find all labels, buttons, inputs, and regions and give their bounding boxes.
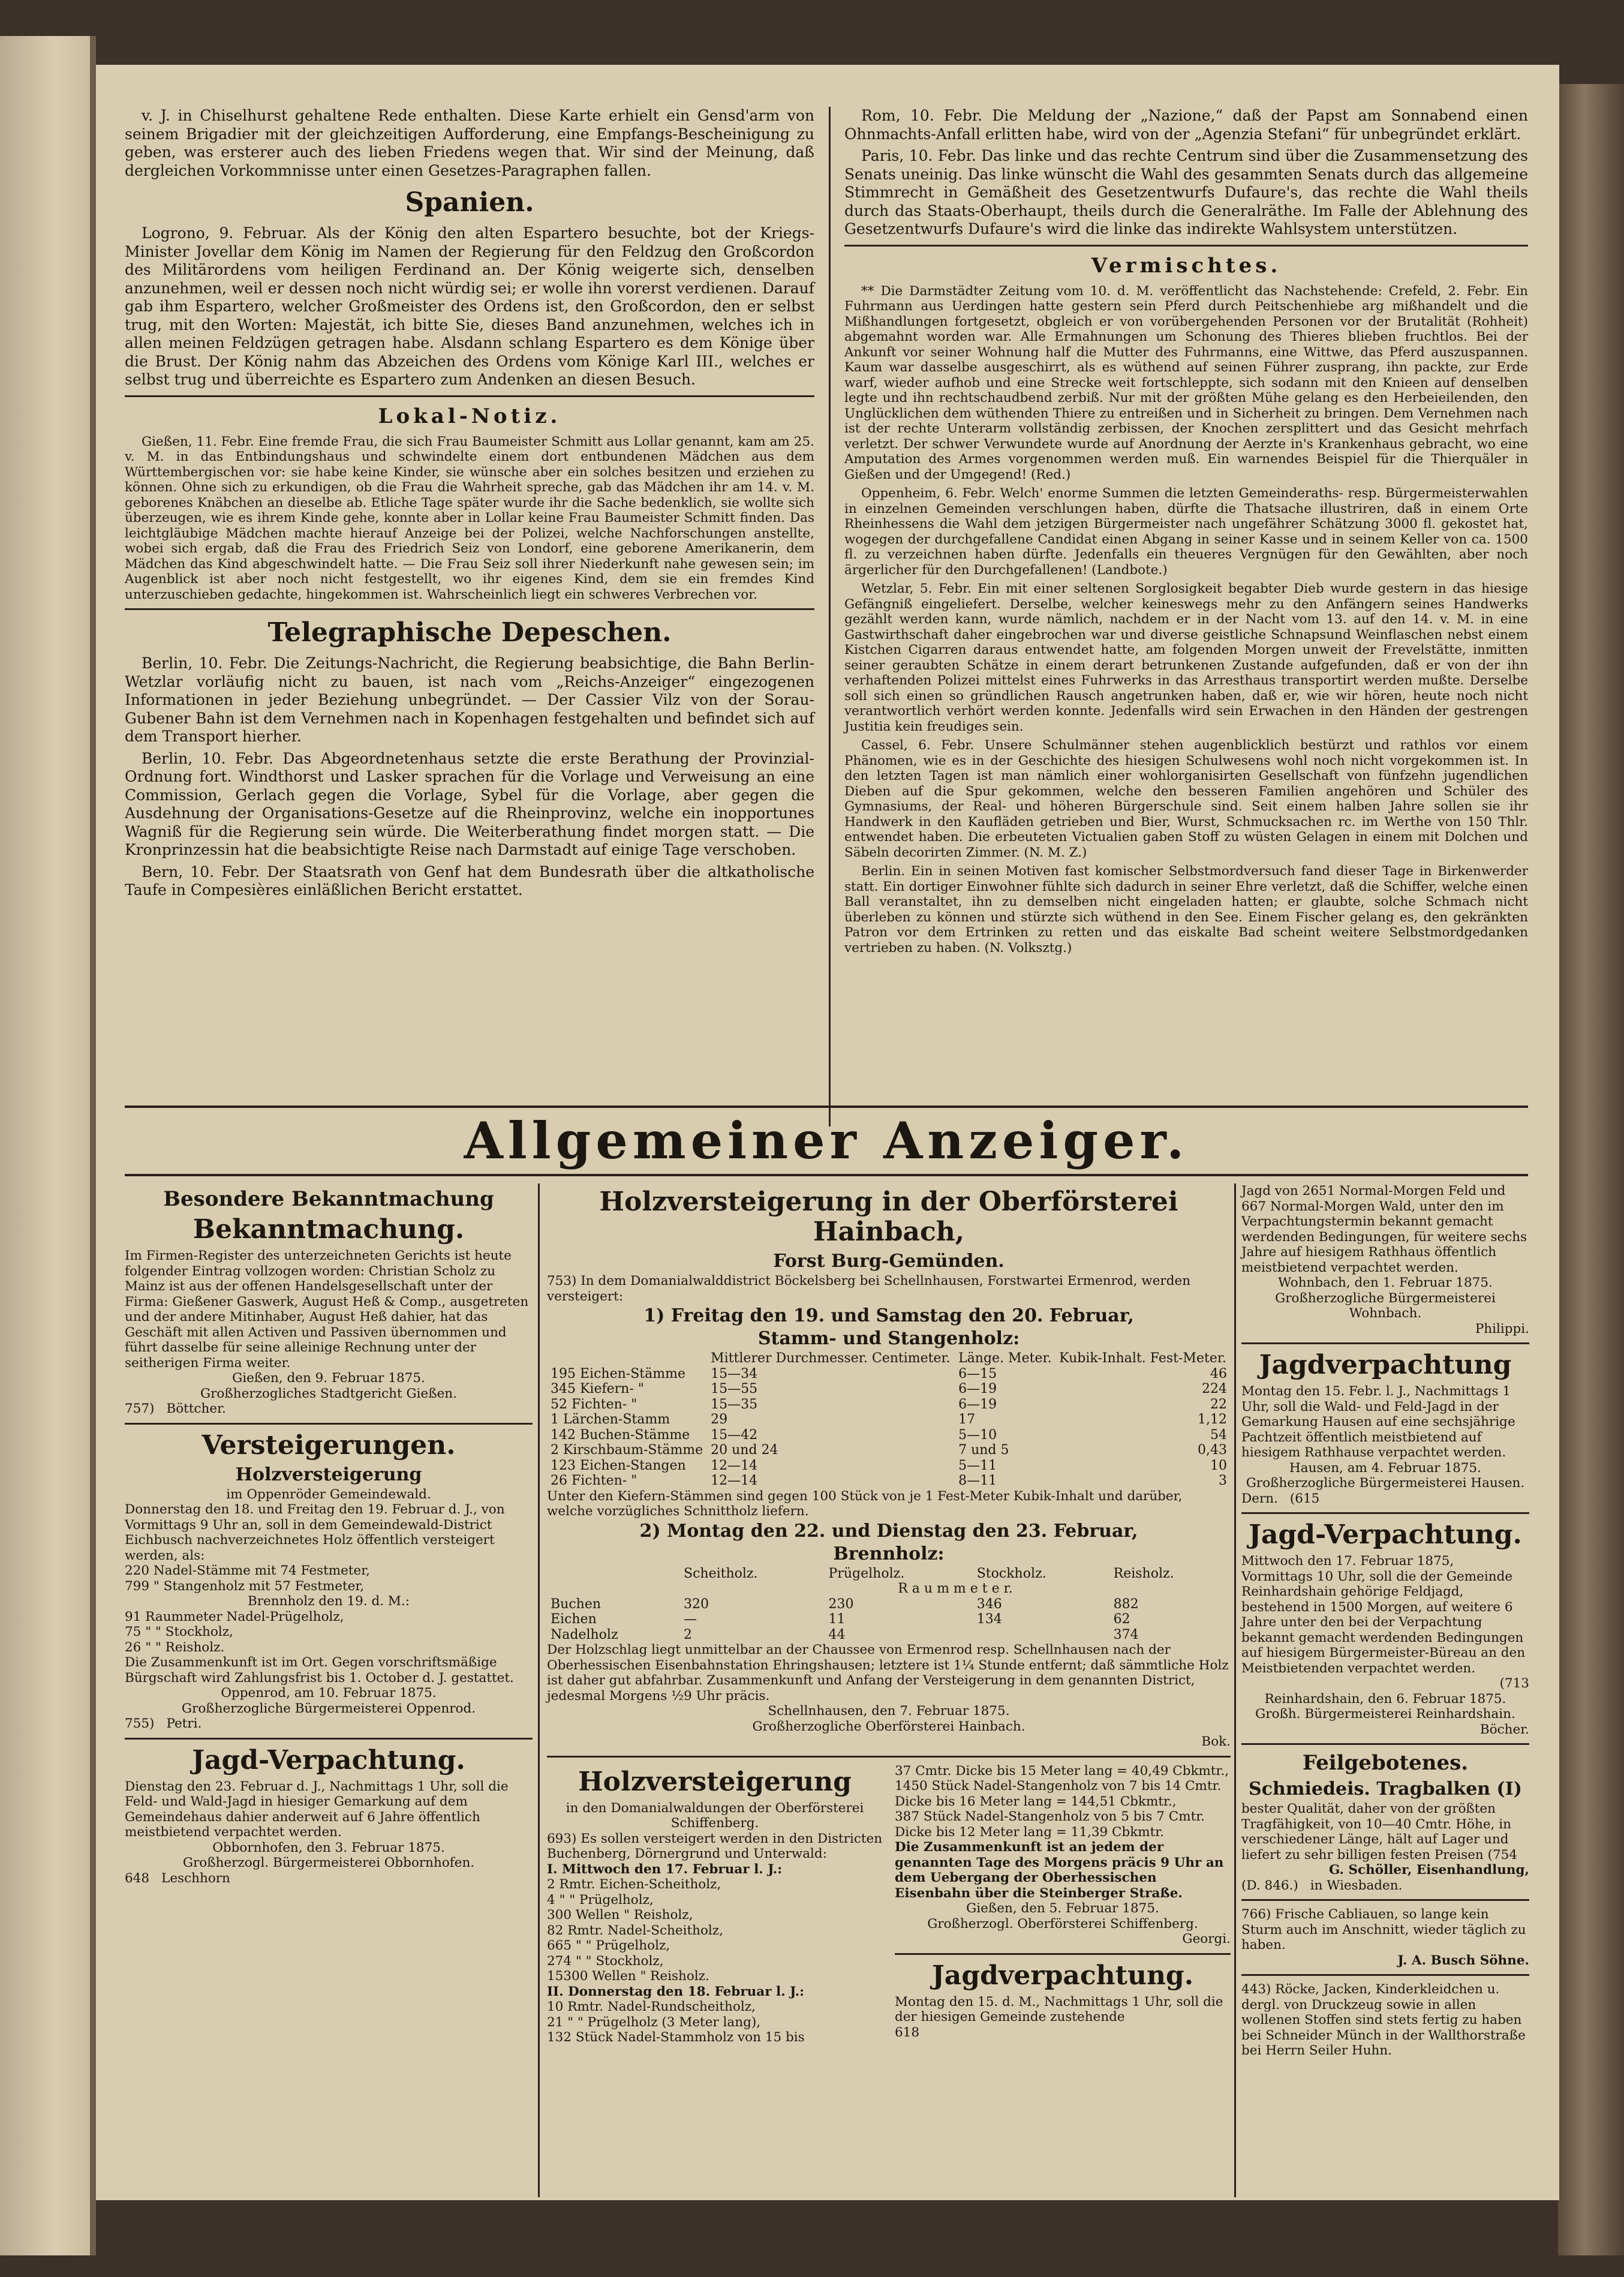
ads-column-2 (547, 1183, 1231, 2045)
table-unit-row (547, 1581, 1231, 1597)
stammholz-table (547, 1351, 1231, 1489)
cell: 882 (1113, 1596, 1139, 1612)
ad-wohnbach (1241, 1183, 1529, 1336)
ad-kinderkleidchen (1241, 1982, 1529, 2059)
section-heading-lokal: Lokal-Notiz. (378, 404, 561, 428)
cell: 1,12 (1198, 1412, 1227, 1427)
cell: 15—42 (711, 1427, 758, 1443)
ad-item: 220 Nadel-Stämme mit 74 Festmeter, (125, 1563, 370, 1578)
table-row (547, 1473, 1231, 1489)
brennholz-table (547, 1566, 1231, 1643)
paris-article: Paris, 10. Febr. Das linke und das rechte Centrum sind über die Zusammensetzung des Senats uneinig. Das linke wünscht die Wahl des gesammten Senats durch das allgemeine Stimmrecht in Gemäßheit des Gesetzentwurfs Dufaure's, das rechte die Wahl theils durch das Staats-Oberhaupt, theils durch die Generalräthe. Im Falle der Ablehnung des Gesetzentwurfs Dufaure's wird die linke das indirekte Wahlsystem unterstützen. (844, 147, 1528, 238)
unit-label: R a u m m e t e r. (898, 1581, 1013, 1596)
cell: 54 (1210, 1427, 1227, 1443)
cell: 8—11 (958, 1473, 997, 1488)
ad-item: 37 Cmtr. Dicke bis 15 Meter lang = 40,49 Cbkmtr., (895, 1763, 1229, 1779)
col-header: Mittlerer Durchmesser. Centimeter. (711, 1351, 951, 1366)
ad-place: in Wiesbaden. (1310, 1878, 1403, 1893)
spanien-article: Logrono, 9. Februar. Als der König den alten Espartero besuchte, bot der Kriegs-Minister Jovellar dem König im Namen der Regierung für den Feldzug den Großcordon des Militärordens vom heiligen Ferdinand an. Der König weigerte sich, denselben anzunehmen, weil er dessen noch nicht würdig sei; er wolle ihn vorerst verdienen. Darauf gab ihm Espartero, welcher Großmeister des Ordens ist, den Großcordon, den er selbst trug, mit den Worten: Majestät, ich bitte Sie, dieses Band anzunehmen, welches ich in allen meinen Feldzügen getragen habe. Alsdann schlang Espartero es dem Könige über die Brust. Der König nahm das Abzeichen des Ordens vom Könige Karl III., welches er selbst trug und überreichte es Espartero zum Andenken an diesen Besuch. (125, 224, 814, 388)
ad-intro: 693) Es sollen versteigert werden in den Districten Buchenberg, Dörnergrund und Unterwald: (547, 1831, 883, 1861)
telegram-berlin-1: Berlin, 10. Febr. Die Zeitungs-Nachricht, die Regierung beabsichtige, die Bahn Berlin-Wetzlar vorläufig nicht zu bauen, ist nach vom „Reichs-Anzeiger“ eingezogenen Informationen in jeder Beziehung unbegründet. — Der Cassier Vilz von der Sorau-Gubener Bahn ist dem Vernehmen nach in Kopenhagen festgehalten und befindet sich auf dem Transport hierher. (125, 654, 814, 745)
ad-signer: Georgi. (1182, 1931, 1231, 1946)
divider (1241, 1899, 1529, 1901)
table-row (547, 1612, 1231, 1627)
ad-number: 755) (125, 1716, 155, 1731)
ad-title: Bekanntmachung. (193, 1214, 465, 1245)
ad-item: 10 Rmtr. Nadel-Rundscheitholz, (547, 1999, 756, 2014)
ad-item: 387 Stück Nadel-Stangenholz von 5 bis 7 Cmtr. Dicke bis 12 Meter lang = 11,39 Cbkmtr. (895, 1809, 1205, 1840)
col-header: Scheitholz. (684, 1566, 758, 1581)
ad-date: Hausen, am 4. Februar 1875. (1289, 1460, 1481, 1476)
cell: — (684, 1612, 697, 1627)
cell: 345 Kiefern- " (551, 1381, 644, 1396)
ad-number: (615 (1289, 1491, 1320, 1506)
ad-date: Wohnbach, den 1. Februar 1875. (1278, 1275, 1493, 1290)
ad-body: 443) Röcke, Jacken, Kinderkleidchen u. dergl. von Druckzeug sowie in allen wollenen Stoffen sind stets fertig zu haben bei Schneider Münch in der Wallthorstraße bei Herrn Seiler Huhn. (1241, 1982, 1526, 2058)
ad-heading: Brennholz: (833, 1543, 945, 1564)
vermischtes-cassel: Cassel, 6. Febr. Unsere Schulmänner stehen augenblicklich bestürzt und rathlos vor einem Phänomen, wie es in der Geschichte des hiesigen Schulwesens wohl noch nicht vorgekommen ist. In den letzten Tagen ist man nämlich einer wohlorganisirten Gesellschaft von fünfzehn jugendlichen Dieben auf die Spur gekommen, welche den besseren Familien angehören und Schüler des Gymnasiums, der Real- und höheren Bürgerschule sind. Seit einem halben Jahre sollen sie ihr Handwerk in den Kaufläden getrieben und Bier, Wurst, Schmucksachen rc. im Werthe von 150 Thlr. entwendet haben. Die erbeuteten Victualien gaben Stoff zu wüsten Gelagen in einem mit Dolchen und Säbeln decorirten Zimmer. (N. M. Z.) (844, 738, 1528, 860)
divider (1241, 1743, 1529, 1745)
divider (125, 1738, 533, 1740)
ad-signer: J. A. Busch Söhne. (1397, 1952, 1529, 1968)
ad-title: Feilgebotenes. (1302, 1751, 1469, 1775)
ads-column-3 (1241, 1183, 1529, 2059)
ad-item: 4 " " Prügelholz, (547, 1892, 654, 1907)
vermischtes-berlin: Berlin. Ein in seinen Motiven fast komischer Selbstmordversuch fand dieser Tage in Birkenwerder statt. Ein dortiger Einwohner fühlte sich dadurch in seiner Ehre verletzt, daß die Schiffer, welche einen Ball veranstaltet, ihn zu demselben nicht eingeladen hatten; er glaubte, solche Schmach nicht überleben zu können und stürzte sich wüthend in den See. Einem Fischer gelang es, den gekränkten Patron vor dem Ertrinken zu retten und das eiskalte Bad scheint weitere Selbstmordgedanken vertrieben zu haben. (N. Volksztg.) (844, 864, 1528, 956)
ad-item: 21 " " Prügelholz (3 Meter lang), (547, 2014, 761, 2030)
cell (973, 1627, 1110, 1643)
cell: 52 Fichten- " (551, 1396, 637, 1412)
ad-schiffenberg (547, 1764, 883, 2045)
cell: 11 (828, 1612, 846, 1627)
ad-body: Montag den 15. d. M., Nachmittags 1 Uhr, soll die der hiesigen Gemeinde zustehende (895, 1994, 1223, 2024)
cell: 0,43 (1198, 1443, 1227, 1458)
ad-bekanntmachung (125, 1187, 533, 1417)
cell: 15—34 (711, 1366, 758, 1381)
cell: 123 Eichen-Stangen (551, 1458, 686, 1473)
ad-body: Donnerstag den 18. und Freitag den 19. Februar d. J., von Vormittags 9 Uhr an, soll in dem Gemeindewald-District Eichbusch nachverzeichnetes Holz öffentlich versteigert werden, als: (125, 1502, 505, 1563)
cell: 6—19 (958, 1396, 997, 1412)
cell: Nadelholz (551, 1627, 618, 1642)
ad-item: 665 " " Prügelholz, (547, 1938, 670, 1953)
ad-item: Brennholz den 19. d. M.: (247, 1594, 410, 1609)
divider (125, 608, 814, 610)
ads-subcolumns (547, 1764, 1231, 2045)
ad-item: 26 " " Reisholz. (125, 1639, 225, 1655)
ad-body: bester Qualität, daher von der größten Tragfähigkeit, von 10—40 Cmtr. Höhe, in verschiedener Länge, hält auf Lager und liefert zu sehr billigen festen Preisen (754 (1241, 1801, 1518, 1863)
ad-signer: Dern. (1241, 1491, 1278, 1506)
ad-note: Unter den Kiefern-Stämmen sind gegen 100 Stück von je 1 Fest-Meter Kubik-Inhalt und darüber, welche vorzügliches Schnittholz liefern. (547, 1488, 1183, 1519)
ad-item: 132 Stück Nadel-Stammholz von 15 bis (547, 2030, 805, 2045)
ad-obbornhofen (125, 1746, 533, 1887)
ad-title: Holzversteigerung (578, 1766, 852, 1797)
table-row (547, 1381, 1231, 1397)
ad-authority: Großherzogliche Bürgermeisterei Wohnbach. (1275, 1290, 1496, 1321)
facing-page-edge (0, 36, 90, 2255)
section-heading-vermischtes: Vermischtes. (1091, 253, 1282, 278)
ads-column-1 (125, 1183, 533, 1886)
cell: 224 (1202, 1381, 1227, 1396)
ad-number: (D. 846.) (1241, 1878, 1298, 1893)
ad-title: Jagdverpachtung (1259, 1350, 1512, 1380)
table-row (547, 1627, 1231, 1643)
section-heading-telegraphische: Telegraphische Depeschen. (267, 617, 672, 648)
anzeiger-masthead: Allgemeiner Anzeiger. (125, 1106, 1528, 1176)
ad-body: 766) Frische Cabliauen, so lange kein Sturm auch im Anschnitt, wieder täglich zu haben. (1241, 1907, 1526, 1952)
ad-subtitle: Holzversteigerung (235, 1464, 422, 1485)
cell: 320 (684, 1596, 709, 1612)
ad-body: Jagd von 2651 Normal-Morgen Feld und 667 Normal-Morgen Wald, unter den im Verpachtungstermin bekannt gemacht werdenden Bedingungen, für weitere sechs Jahre auf hiesigem Rathhaus öffentlich meistbietend verpachtet werden. (1241, 1183, 1527, 1275)
ad-body: Montag den 15. Febr. l. J., Nachmittags 1 Uhr, soll die Wald- und Feld-Jagd in der Gemarkung Hausen auf eine sechsjährige Pachtzeit öffentlich meistbietend auf hiesigem Rathhause verpachtet werden. (1241, 1384, 1515, 1460)
ad-hainbach (547, 1187, 1231, 1750)
ad-schiffenberg-cont (895, 1764, 1231, 2045)
divider (547, 1756, 1231, 1758)
cell: 346 (976, 1596, 1002, 1612)
cell: 44 (828, 1627, 846, 1642)
ad-day: 1) Freitag den 19. und Samstag den 20. Februar, (643, 1305, 1134, 1326)
ad-item: 274 " " Stockholz, (547, 1953, 664, 1969)
cell: 62 (1113, 1612, 1130, 1627)
cell: 374 (1113, 1627, 1139, 1642)
ad-signer: Philippi. (1475, 1321, 1529, 1336)
ad-title: Jagd-Verpachtung. (1249, 1519, 1522, 1550)
cell: 15—55 (711, 1381, 758, 1396)
right-news-column (844, 107, 1528, 959)
divider (125, 1423, 533, 1425)
ad-date: Gießen, den 9. Februar 1875. (232, 1371, 425, 1386)
cell: 134 (976, 1612, 1002, 1627)
telegram-bern: Bern, 10. Febr. Der Staatsrath von Genf hat dem Bundesrath über die altkatholische Taufe in Compesières einläßlichen Bericht erstattet. (125, 863, 814, 899)
col-header: Länge. Meter. (958, 1351, 1052, 1366)
col-header: Reisholz. (1113, 1566, 1174, 1581)
table-row (547, 1443, 1231, 1458)
ad-body: Mittwoch den 17. Februar 1875, Vormittags 10 Uhr, soll die der Gemeinde Reinhardshain gehörige Feldjagd, bestehend in 1500 Morgen, auf weitere 6 Jahre unter den bei der Verpachtung bekannt gemacht werdenden Bedingungen auf hiesigem Bürgermeister-Büreau an den Meistbietenden verpachtet werden. (1241, 1554, 1526, 1676)
ad-subtitle-2: im Oppenröder Gemeindewald. (226, 1486, 431, 1502)
ad-authority: Großherzogliches Stadtgericht Gießen. (200, 1386, 457, 1401)
ad-body: Im Firmen-Register des unterzeichneten Gerichts ist heute folgender Eintrag vollzogen worden: Christian Scholz zu Mainz ist aus der offenen Handelsgesellschaft unter der Firma: Gießener Gaswerk, August Heß & Comp., ausgetreten und der andere Mitinhaber, August Heß dahier, hat das Geschäft mit allen Activen und Passiven übernommen und führt dasselbe für seine alleinige Rechnung unter der seitherigen Firma weiter. (125, 1248, 529, 1371)
cell: 22 (1210, 1396, 1227, 1412)
ad-day: II. Donnerstag den 18. Februar l. J.: (547, 1984, 805, 1999)
ad-title: Versteigerungen. (202, 1429, 456, 1461)
cell: 17 (958, 1412, 976, 1427)
cell: Buchen (551, 1596, 602, 1612)
ad-feilgebotenes (1241, 1751, 1529, 1893)
cell: 6—15 (958, 1366, 997, 1381)
column-rule (538, 1183, 540, 2197)
cell: 5—11 (958, 1458, 997, 1473)
table-row (547, 1597, 1231, 1612)
ad-body-2: Die Zusammenkunft ist im Ort. Gegen vorschriftsmäßige Bürgschaft wird Zahlungsfrist bis 1. October d. J. gestattet. (125, 1655, 514, 1686)
column-rule (829, 107, 831, 1127)
table-row (547, 1397, 1231, 1413)
ad-authority: Großherzogl. Bürgermeisterei Obbornhofen. (182, 1855, 475, 1870)
ad-title: Besondere Bekanntmachung (163, 1187, 494, 1211)
ad-authority: Großh. Bürgermeisterei Reinhardshain. (1255, 1707, 1515, 1722)
ad-date: Oppenrod, am 10. Februar 1875. (221, 1686, 437, 1701)
cell: 6—19 (958, 1381, 997, 1396)
cell: 195 Eichen-Stämme (551, 1366, 685, 1381)
ad-day: 2) Montag den 22. und Dienstag den 23. Februar, (639, 1520, 1138, 1542)
binding-edge (1558, 84, 1624, 2255)
ad-hausen (1241, 1350, 1529, 1506)
cell: 12—14 (711, 1458, 758, 1473)
ad-item: 75 " " Stockholz, (125, 1624, 233, 1639)
ad-item: 91 Raummeter Nadel-Prügelholz, (125, 1609, 344, 1624)
cell: 2 (684, 1627, 693, 1642)
cell: 1 Lärchen-Stamm (551, 1412, 670, 1427)
ad-wohnbach-header (895, 1961, 1231, 2041)
ad-number: 757) (125, 1401, 155, 1416)
cell: 2 Kirschbaum-Stämme (551, 1443, 703, 1458)
table-row (547, 1366, 1231, 1382)
ad-reinhardshain (1241, 1520, 1529, 1737)
ad-subtitle: Forst Burg-Gemünden. (773, 1251, 1005, 1272)
ad-heading: Schmiedeis. Tragbalken (I) (1249, 1779, 1522, 1800)
ad-signer: Leschhorn (161, 1870, 230, 1886)
vermischtes-oppenheim: Oppenheim, 6. Febr. Welch' enorme Summen die letzten Gemeinderaths- resp. Bürgermeisterwahlen in einzelnen Gemeinden verschlungen haben, dürfte die Thatsache illustriren, daß in einem Orte Rheinhessens die Wahl dem jetzigen Bürgermeister nach ungefährer Schätzung 3000 fl. gekostet hat, wogegen der durchgefallene Candidat einen Abgang in seiner Kasse und in seinem Keller von ca. 1500 fl. zu verzeichnen haben dürfte. Jedenfalls ein theueres Vergnügen für den Gewählten, aber noch ärgerlicher für den Durchgefallenen! (Landbote.) (844, 486, 1528, 578)
ad-title: Jagdverpachtung. (931, 1960, 1194, 1991)
cell: 3 (1219, 1473, 1227, 1488)
ad-number: 618 (895, 2024, 920, 2040)
ad-authority: Großherzogl. Oberförsterei Schiffenberg. (927, 1916, 1198, 1931)
ad-signer: Bok. (1201, 1734, 1231, 1749)
ad-number: (713 (1499, 1676, 1529, 1691)
cell: 46 (1210, 1366, 1227, 1381)
cell: 15—35 (711, 1396, 758, 1412)
ad-date: Obbornhofen, den 3. Februar 1875. (212, 1840, 445, 1855)
rom-article: Rom, 10. Febr. Die Meldung der „Nazione,“ daß der Papst am Sonnabend einen Ohnmachts-Anfall erlitten habe, wird von der „Agenzia Stefani“ für unbegründet erklärt. (844, 107, 1528, 143)
ad-body: Dienstag den 23. Februar d. J., Nachmittags 1 Uhr, soll die Feld- und Wald-Jagd in hiesiger Gemarkung auf dem Gemeindehaus dahier anderweit auf 6 Jahre öffentlich meistbietend verpachtet werden. (125, 1779, 509, 1840)
column-rule (1234, 1183, 1236, 2197)
ad-authority: Großherzogliche Bürgermeisterei Hausen. (1246, 1476, 1525, 1491)
divider (895, 1953, 1231, 1955)
divider (1241, 1342, 1529, 1344)
cell: 230 (828, 1596, 854, 1612)
book-spine (90, 36, 96, 2255)
table-row (547, 1412, 1231, 1428)
table-header-row (547, 1566, 1231, 1582)
ad-cabliauen (1241, 1907, 1529, 1968)
lokal-article: Gießen, 11. Febr. Eine fremde Frau, die sich Frau Baumeister Schmitt aus Lollar genannt, kam am 25. v. M. in das Entbindungshaus und schwindelte einem dort entbundenen Mädchen aus dem Württembergischen vor: sie habe keine Kinder, sie wünsche aber ein solches besitzen und erziehen zu können. Ohne sich zu erkundigen, ob die Frau die Wahrheit spreche, gab das Mädchen ihr am 14. v. M. geborenes Knäbchen an dieselbe ab. Etliche Tage später wurde ihr die Sache bedenklich, sie wollte sich überzeugen, wie es ihrem Kinde gehe, konnte aber in Lollar keine Frau Baumeister Schmitt finden. Das leichtgläubige Mädchen machte hierauf Anzeige bei der Polizei, welche Nachforschungen anstellte, wobei sich ergab, daß die Frau des Friedrich Seiz von Londorf, eine geborene Amerikanerin, dem Mädchen das Kind abgeschwindelt hatte. — Die Frau Seiz soll ihrer Niederkunft nahe gewesen sein; im Augenblick ist aber noch nicht festgestellt, wo ihr eigenes Kind, dem sie ein fremdes Kind unterzuschieben gedachte, hingekommen ist. Wahrscheinlich liegt ein schweres Verbrechen vor. (125, 434, 814, 602)
divider (844, 245, 1528, 247)
ad-item: 1450 Stück Nadel-Stangenholz von 7 bis 14 Cmtr. Dicke bis 16 Meter lang = 144,51 Cbkmtr., (895, 1779, 1222, 1809)
ad-authority: Großherzogliche Bürgermeisterei Oppenrod. (181, 1701, 476, 1716)
divider (1241, 1512, 1529, 1514)
ad-title: Holzversteigerung in der Oberförsterei Hainbach, (599, 1186, 1178, 1247)
ad-number: 648 (125, 1870, 150, 1886)
ad-signer: Petri. (166, 1716, 202, 1731)
ad-heading: Stamm- und Stangenholz: (757, 1328, 1020, 1349)
ad-intro: 753) In dem Domanialwalddistrict Böckelsberg bei Schellnhausen, Forstwartei Ermenrod, werden versteigert: (547, 1273, 1191, 1304)
table-row (547, 1428, 1231, 1443)
table-row (547, 1458, 1231, 1474)
table-header-row (547, 1351, 1231, 1366)
cell: 142 Buchen-Stämme (551, 1427, 690, 1443)
ad-day: I. Mittwoch den 17. Februar l. J.: (547, 1861, 783, 1877)
ad-item: 2 Rmtr. Eichen-Scheitholz, (547, 1877, 721, 1892)
divider (1241, 1974, 1529, 1976)
cell: 10 (1210, 1458, 1227, 1473)
cell: 20 und 24 (711, 1443, 778, 1458)
newspaper-page (96, 65, 1559, 2200)
cell: 26 Fichten- " (551, 1473, 637, 1488)
section-heading-spanien: Spanien. (405, 187, 534, 218)
cell: Eichen (551, 1612, 597, 1627)
vermischtes-crefeld: ** Die Darmstädter Zeitung vom 10. d. M. veröffentlicht das Nachstehende: Crefeld, 2. Febr. Ein Fuhrmann aus Uerdingen hatte gestern sein Pferd durch Peitschenhiebe arg mißhandelt und die Mißhandlungen fortgesetzt, obgleich er von vorübergehenden Personen vor der Brutalität (Rohheit) abgemahnt worden war. Alle Ermahnungen um Schonung des Thieres blieben fruchtlos. Bei der Ankunft vor seiner Wohnung half die Mutter des Fuhrmanns, eine Wittwe, das Pferd auszuspannen. Kaum war dasselbe ausgeschirrt, als es wüthend auf seinen Führer zusprang, ihn packte, zur Erde warf, wieder aufhob und eine Strecke weit fortschleppte, sich sodann mit den Knieen auf denselben legte und ihn rechtschaudbend zerbiß. Nur mit der größten Mühe gelang es den Herbeieilenden, den Unglücklichen dem wüthenden Thiere zu entreißen und in Sicherheit zu bringen. Dem Vernehmen nach ist der rechte Unterarm vollständig zerbissen, der Knochen zersplittert und das Gesicht mehrfach verletzt. Der schwer Verwundete wurde auf Anordnung der Aerzte in's Krankenhaus gebracht, wo eine Amputation des Armes vorgenommen werden muß. Ein warnendes Beispiel für die Thierquäler in Gießen und der Umgegend! (Red.) (844, 283, 1528, 482)
vermischtes-wetzlar: Wetzlar, 5. Febr. Ein mit einer seltenen Sorglosigkeit begabter Dieb wurde gestern in das hiesige Gefängniß eingeliefert. Derselbe, welcher keineswegs mehr zu den Anfängern seines Handwerks gezählt werden kann, wurde nämlich, nachdem er in der Nacht vom 13. auf den 14. v. M. in eine Gastwirthschaft daher eingebrochen war und diverse geistliche Schnapsund Weinflaschen nebst einem Kistchen Cigarren daraus entwendet hatte, am folgenden Morgen unweit der Frevelstätte, inmitten seiner geraubten Schätze in einem derart betrunkenen Zustande aufgefunden, daß er von der ihn verhaftenden Polizei mittelst eines Fuhrwerks in das Arresthaus transportirt werden mußte. Derselbe soll sich einen so gründlichen Rausch angetrunken haben, daß er, wie wir hören, heute noch nicht verantwortlich verhört werden konnte. Jedenfalls wird sein Erwachen in den Händen der gestrengen Justitia kein freudiges sein. (844, 581, 1528, 734)
col-header: Stockholz. (976, 1566, 1046, 1581)
ad-body: Die Zusammenkunft ist an jedem der genannten Tage des Morgens präcis 9 Uhr an dem Uebergang der Oberhessischen Eisenbahn über die Steinberger Straße. (895, 1840, 1224, 1901)
left-news-column (125, 107, 814, 903)
col-header: Prügelholz. (828, 1566, 905, 1581)
col-header: Kubik-Inhalt. Fest-Meter. (1059, 1351, 1226, 1366)
cell: 5—10 (958, 1427, 997, 1443)
ad-item: 15300 Wellen " Reisholz. (547, 1969, 709, 1984)
ad-signer: Böcher. (1479, 1722, 1529, 1737)
ad-body: Der Holzschlag liegt unmittelbar an der Chaussee von Ermenrod resp. Schellnhausen nach der Oberhessischen Eisenbahnstation Ehringshausen; letztere ist 1¼ Stunde entfernt; daß sämmtliche Holz ist daher gut abfahrbar. Zusammenkunft und Anfang der Versteigerung in dem genannten District, jedesmal Morgens ½9 Uhr präcis. (547, 1642, 1229, 1704)
ad-item: 300 Wellen " Reisholz, (547, 1907, 693, 1922)
cell: 29 (711, 1412, 728, 1427)
ad-item: 799 " Stangenholz mit 57 Festmeter, (125, 1578, 365, 1594)
ad-item: 82 Rmtr. Nadel-Scheitholz, (547, 1922, 723, 1938)
ad-subtitle: in den Domanialwaldungen der Oberförsterei Schiffenberg. (566, 1800, 864, 1831)
intro-paragraph: v. J. in Chiselhurst gehaltene Rede enthalten. Diese Karte erhielt ein Gensd'arm von seinem Brigadier mit der gleichzeitigen Aufforderung, eine Empfangs-Bescheinigung zu geben, was ersterer auch des lieben Friedens wegen that. Wir sind der Meinung, daß dergleichen Vorkommnisse unter einen Gesetzes-Paragraphen fallen. (125, 107, 814, 179)
cell: 7 und 5 (958, 1443, 1009, 1458)
ad-title: Jagd-Verpachtung. (192, 1744, 465, 1776)
divider (125, 395, 814, 397)
ad-date: Schellnhausen, den 7. Februar 1875. (768, 1704, 1010, 1719)
ad-signer: Böttcher. (166, 1401, 226, 1416)
ad-date: Reinhardshain, den 6. Februar 1875. (1264, 1691, 1506, 1707)
ad-date: Gießen, den 5. Februar 1875. (966, 1901, 1159, 1916)
cell: 12—14 (711, 1473, 758, 1488)
ad-signer: G. Schöller, Eisenhandlung, (1328, 1863, 1529, 1878)
ad-authority: Großherzogliche Oberförsterei Hainbach. (752, 1719, 1025, 1734)
telegram-berlin-2: Berlin, 10. Febr. Das Abgeordnetenhaus setzte die erste Berathung der Provinzial-Ordnung fort. Windthorst und Lasker sprachen für die Vorlage und Verweisung an eine Commission, Gerlach gegen die Vorlage, Sybel für die Vorlage, aber gegen die Ausdehnung der Organisations-Gesetze auf die Rheinprovinz, welche ein inopportunes Wagniß für die Regierung sein würde. Die Weiterberathung findet morgen statt. — Die Kronprinzessin hat die beabsichtigte Reise nach Darmstadt auf einige Tage verschoben. (125, 749, 814, 858)
ad-oppenrod (125, 1431, 533, 1732)
